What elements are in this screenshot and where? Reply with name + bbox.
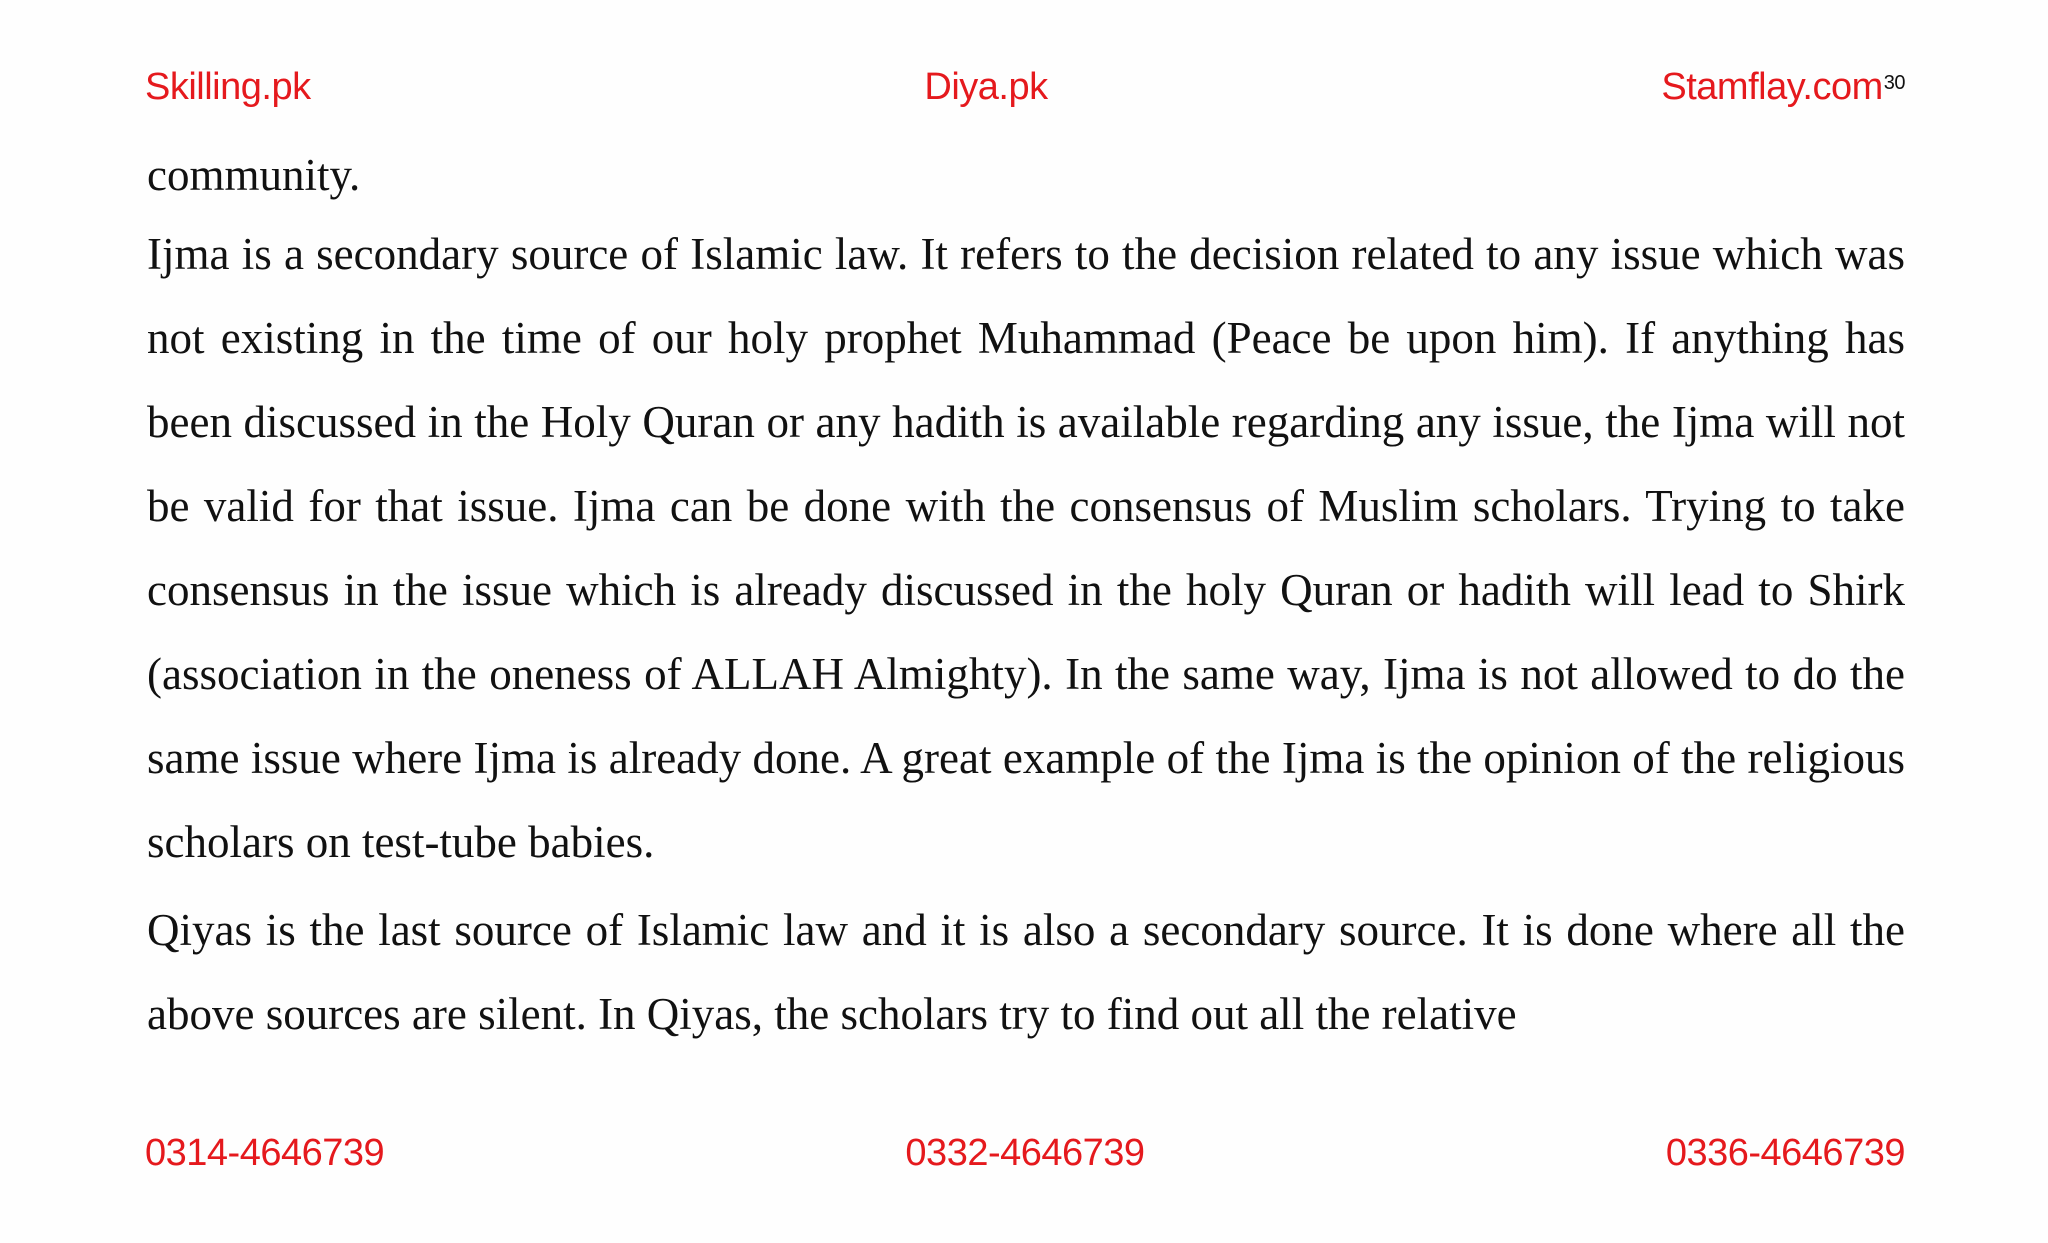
page-header xyxy=(145,66,1905,109)
footer-left-phone[interactable]: 0314-4646739 xyxy=(145,1132,385,1174)
header-right-link[interactable]: Stamflay.com xyxy=(1661,66,1883,108)
header-right-group xyxy=(1661,66,1905,109)
paragraph-qiyas: Qiyas is the last source of Islamic law and it is also a secondary source. It is done where all the above sources are silent. In Qiyas, the scholars try to find out all the relative xyxy=(147,905,1905,1039)
footer-center-phone[interactable]: 0332-4646739 xyxy=(905,1132,1145,1174)
paragraph-fragment: community. xyxy=(147,150,361,200)
page-footer xyxy=(145,1132,1905,1175)
header-center-link[interactable]: Diya.pk xyxy=(924,66,1048,108)
document-body xyxy=(147,140,1905,1056)
footer-right-phone[interactable]: 0336-4646739 xyxy=(1665,1132,1905,1174)
paragraph-ijma: Ijma is a secondary source of Islamic law. It refers to the decision related to any issue which was not existing in the time of our holy prophet Muhammad (Peace be upon him). If anything has been discussed in the Holy Quran or any hadith is available regarding any issue, the Ijma will not be valid for that issue. Ijma can be done with the consensus of Muslim scholars. Trying to take consensus in the issue which is already discussed in the holy Quran or hadith will lead to Shirk (association in the oneness of ALLAH Almighty). In the same way, Ijma is not allowed to do the same issue where Ijma is already done. A great example of the Ijma is the opinion of the religious scholars on test-tube babies. xyxy=(147,229,1905,867)
header-left-link[interactable]: Skilling.pk xyxy=(145,66,311,108)
page-number: 30 xyxy=(1883,72,1905,94)
